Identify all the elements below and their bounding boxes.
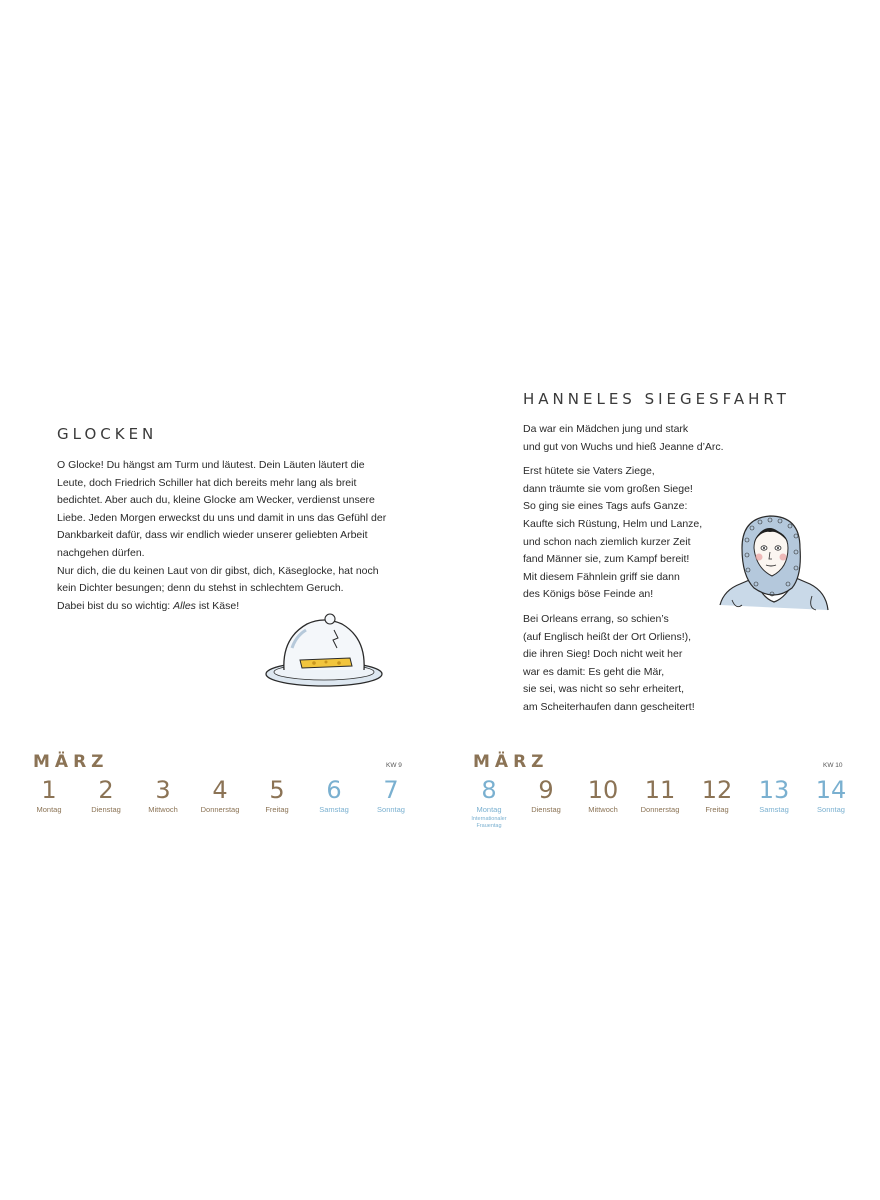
stanza-1: Da war ein Mädchen jung und stark und gut von Wuchs und hieß Jeanne d’Arc. <box>523 423 724 453</box>
calendar-day-weekend[interactable]: 7 Sonntag <box>377 776 405 814</box>
stanza-2: Erst hütete sie Vaters Ziege, dann träumte sie vom großen Siege! So ging sie eines Tags aufs Ganze: Kaufte sich Rüstung, Helm und Lanze, und schon nach ziemlich kurzer Zeit fand Männer sie, zum Kampf bereit! Mit diesem Fähnlein griff sie dann des Königs böse Feinde an! <box>523 465 703 601</box>
holiday-note: Internationaler Frauentag <box>471 816 507 829</box>
calendar-month-right: MÄRZ <box>473 752 549 772</box>
calendar-day[interactable]: 4 Donnerstag <box>200 776 240 814</box>
calendar-day[interactable]: 10 Mittwoch <box>587 776 619 814</box>
calendar-day[interactable]: 3 Mittwoch <box>148 776 178 814</box>
calendar-day[interactable]: 9 Dienstag <box>531 776 561 814</box>
calendar-week-right: KW 10 <box>823 762 843 769</box>
paragraph-3: Dabei bist du so wichtig: Alles ist Käse! <box>57 599 240 612</box>
calendar-day[interactable]: 11 Donnerstag <box>640 776 680 814</box>
calendar-day-weekend[interactable]: 13 Samstag <box>758 776 790 814</box>
calendar-day[interactable]: 1 Montag <box>36 776 62 814</box>
paragraph-2: Nur dich, die du keinen Laut von dir gibst, dich, Käseglocke, hat noch kein Dichter besungen; denn du stehst in schlechtem Geruch. <box>57 564 379 595</box>
calendar-day[interactable]: 12 Freitag <box>701 776 733 814</box>
calendar-days-left <box>0 776 440 846</box>
cheese-dome-illustration <box>262 608 387 693</box>
calendar-day-weekend[interactable]: 6 Samstag <box>319 776 349 814</box>
joan-of-arc-illustration <box>712 510 834 635</box>
calendar-day[interactable]: 5 Freitag <box>265 776 289 814</box>
right-page-title: HANNELES SIEGESFAHRT <box>523 390 790 408</box>
left-page-title: GLOCKEN <box>57 425 158 443</box>
calendar-month-left: MÄRZ <box>33 752 109 772</box>
calendar-days-right <box>440 776 880 846</box>
calendar-day-holiday[interactable]: 8 Montag Internationaler Frauentag <box>459 776 519 830</box>
paragraph-1: O Glocke! Du hängst am Turm und läutest. Dein Läuten läutert die Leute, doch Friedrich Schiller hat dich bereits mehr lang als breit bedichtet. Aber auch du, kleine Glocke am Wecker, verdienst unsere Liebe. Jeden Morgen erweckst du uns und damit in uns das Gefühl der Dankbarkeit dafür, dass wir endlich wieder unserer geliebten Arbeit nachgehen dürfen. <box>57 459 387 559</box>
left-page-text <box>57 457 387 615</box>
calendar-week-left: KW 9 <box>386 762 402 769</box>
stanza-3: Bei Orleans errang, so schien’s (auf Englisch heißt der Ort Orliens!), die ihren Sieg! Doch nicht weit her war es damit: Es geht die Mär, sie sei, was nicht so sehr erheitert, am Scheiterhaufen dann gescheitert! <box>523 612 695 713</box>
calendar-day[interactable]: 2 Dienstag <box>91 776 121 814</box>
calendar-day-weekend[interactable]: 14 Sonntag <box>815 776 847 814</box>
